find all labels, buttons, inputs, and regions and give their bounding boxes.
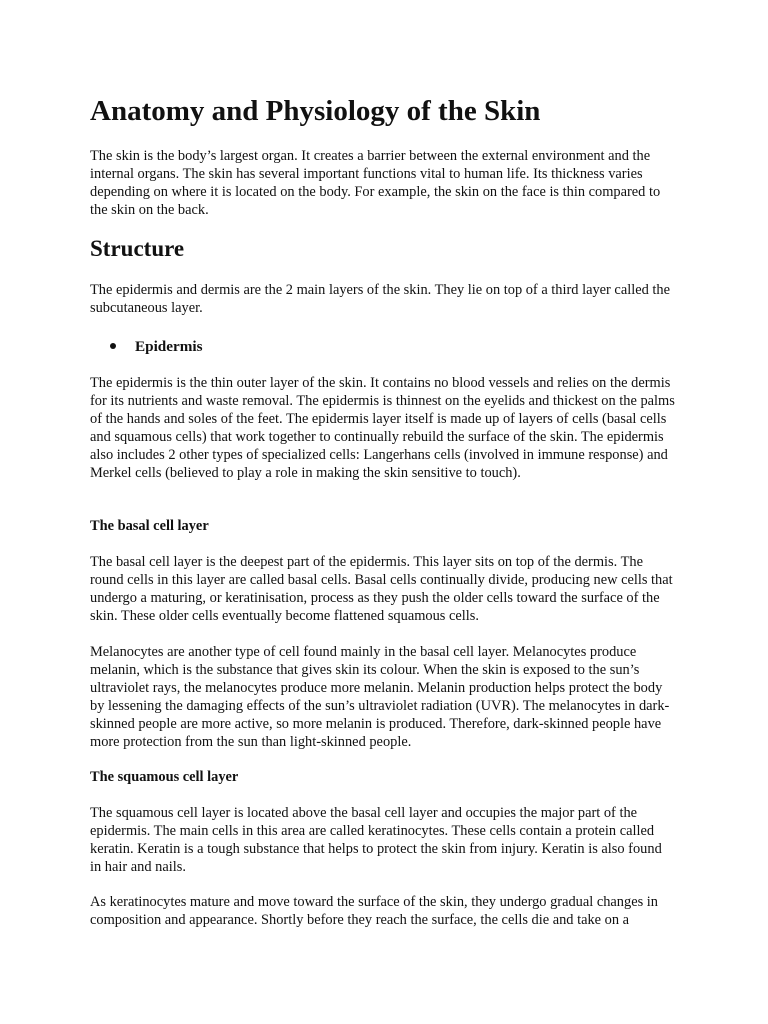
structure-paragraph: The epidermis and dermis are the 2 main layers of the skin. They lie on top of a third layer called the subcutaneous layer. bbox=[90, 282, 670, 317]
page-title: Anatomy and Physiology of the Skin bbox=[90, 95, 541, 127]
subheading-basal-cell-layer: The basal cell layer bbox=[90, 518, 209, 534]
bullet-item-epidermis bbox=[110, 337, 203, 357]
keratinocytes-paragraph: As keratinocytes mature and move toward the surface of the skin, they undergo gradual changes in composition and appearance. Shortly before they reach the surface, the cells die and take on a bbox=[90, 894, 658, 929]
melanocytes-paragraph: Melanocytes are another type of cell found mainly in the basal cell layer. Melanocytes produce melanin, which is the substance that gives skin its colour. When the skin is exposed to the sun’s ultraviolet rays, the melanocytes produce more melanin. Melanin production helps protect the body by lessening the damaging effects of the sun’s ultraviolet radiation (UVR). The melanocytes in dark-skinned people are more active, so more melanin is produced. Therefore, dark-skinned people have more protection from the sun than light-skinned people. bbox=[90, 644, 670, 751]
subheading-squamous-cell-layer: The squamous cell layer bbox=[90, 769, 239, 785]
section-heading-structure: Structure bbox=[90, 236, 185, 261]
basal-paragraph: The basal cell layer is the deepest part of the epidermis. This layer sits on top of the dermis. The round cells in this layer are called basal cells. Basal cells continually divide, producing new cells that undergo a maturing, or keratinisation, process as they push the older cells toward the surface of the skin. These older cells eventually become flattened squamous cells. bbox=[90, 554, 673, 625]
squamous-paragraph: The squamous cell layer is located above the basal cell layer and occupies the major part of the epidermis. The main cells in this area are called keratinocytes. These cells contain a protein called keratin. Keratin is a tough substance that helps to protect the skin from injury. Keratin is also found in hair and nails. bbox=[90, 805, 662, 876]
epidermis-paragraph: The epidermis is the thin outer layer of the skin. It contains no blood vessels and relies on the dermis for its nutrients and waste removal. The epidermis is thinnest on the eyelids and thickest on the palms of the hands and soles of the feet. The epidermis layer itself is made up of layers of cells (basal cells and squamous cells) that work together to continually rebuild the surface of the skin. The epidermis also includes 2 other types of specialized cells: Langerhans cells (involved in immune response) and Merkel cells (believed to play a role in making the skin sensitive to touch). bbox=[90, 375, 675, 482]
intro-paragraph: The skin is the body’s largest organ. It creates a barrier between the external environment and the internal organs. The skin has several important functions vital to human life. Its thickness varies depending on where it is located on the body. For example, the skin on the face is thin compared to the skin on the back. bbox=[90, 148, 661, 219]
bullet-icon bbox=[110, 343, 116, 349]
bullet-label: Epidermis bbox=[135, 338, 203, 355]
